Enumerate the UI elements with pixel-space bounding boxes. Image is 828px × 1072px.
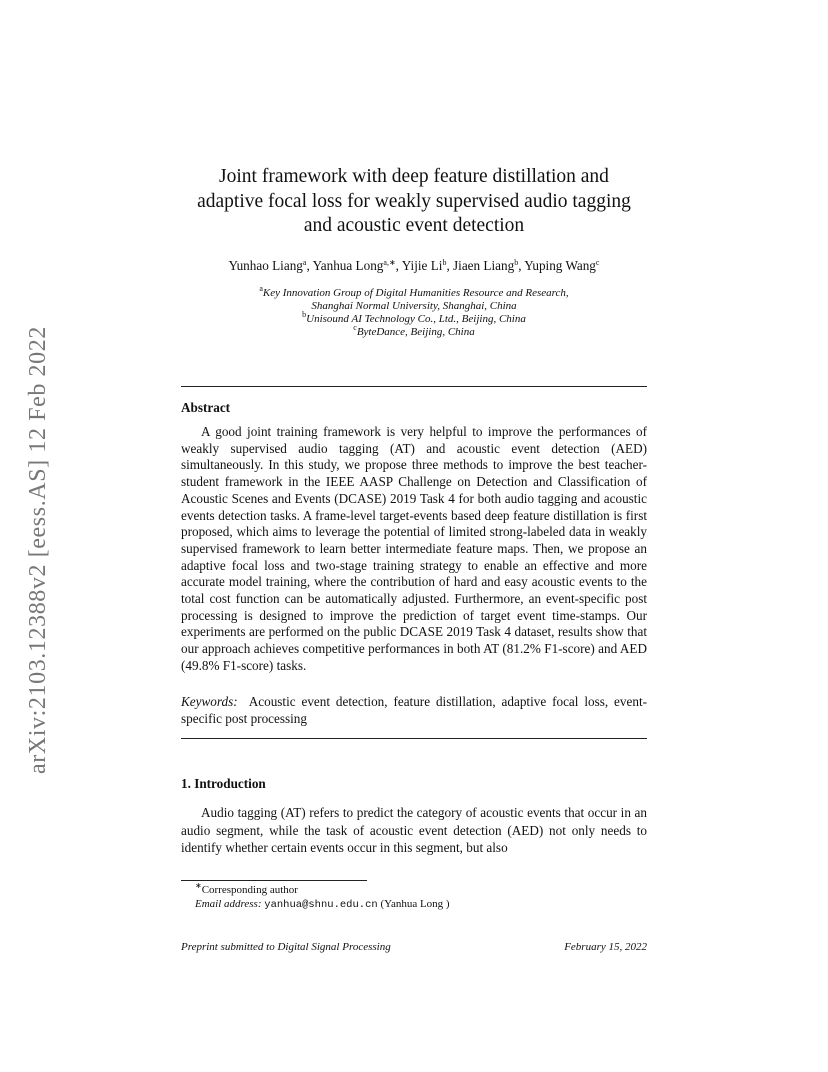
affiliations bbox=[150, 284, 678, 339]
footnote bbox=[195, 883, 450, 912]
footnote-corresponding-text: Corresponding author bbox=[201, 884, 298, 896]
title-line: adaptive focal loss for weakly supervised audio tagging bbox=[197, 190, 631, 212]
footer-date: February 15, 2022 bbox=[564, 941, 647, 953]
abstract-heading: Abstract bbox=[181, 400, 231, 415]
title-line: and acoustic event detection bbox=[303, 215, 525, 236]
affiliation-text: Unisound AI Technology Co., Ltd., Beijing, China bbox=[306, 313, 526, 325]
footnote-mark: ∗ bbox=[195, 881, 202, 890]
author-mark: a bbox=[302, 258, 307, 267]
arxiv-identifier: arXiv:2103.12388v2 [eess.AS] 12 Feb 2022 bbox=[25, 326, 51, 774]
section-heading: 1. Introduction bbox=[181, 776, 266, 791]
email-address[interactable]: yanhua@shnu.edu.cn bbox=[264, 899, 378, 911]
affiliation-line bbox=[150, 310, 678, 326]
author-name: Yunhao Liang bbox=[228, 258, 303, 273]
author-name: Jiaen Liang bbox=[453, 258, 515, 273]
affiliation-line bbox=[150, 284, 678, 300]
keywords-text: Acoustic event detection, feature distillation, adaptive focal loss, event-specific post processing bbox=[181, 694, 647, 726]
author-mark: c bbox=[595, 258, 600, 267]
paper-title bbox=[150, 165, 678, 239]
footnote-corresponding bbox=[195, 883, 450, 897]
affiliation-text: ByteDance, Beijing, China bbox=[356, 326, 475, 338]
abstract-top-rule bbox=[181, 386, 647, 387]
footer-preprint-note: Preprint submitted to Digital Signal Processing bbox=[181, 941, 391, 953]
email-label: Email address: bbox=[195, 898, 262, 910]
footnote-rule bbox=[181, 880, 367, 881]
introduction-text: Audio tagging (AT) refers to predict the category of acoustic events that occur in an audio segment, while the task of acoustic event detection (AED) not only needs to identify whether certain events occur in this segment, but also bbox=[181, 805, 647, 855]
affiliation-text: Key Innovation Group of Digital Humanities Resource and Research, bbox=[262, 287, 569, 299]
author-name: Yanhua Long bbox=[312, 258, 384, 273]
abstract-bottom-rule bbox=[181, 738, 647, 739]
keywords-label: Keywords: bbox=[181, 694, 238, 709]
abstract-text: A good joint training framework is very helpful to improve the performances of weakly supervised audio tagging (AT) and acoustic event detection (AED) simultaneously. In this study, we propose three methods to improve the best teacher-student framework in the IEEE AASP Challenge on Detection and Classification of Acoustic Scenes and Events (DCASE) 2019 Task 4 for both audio tagging and acoustic events detection tasks. A frame-level target-events based deep feature distillation is first proposed, which aims to leverage the potential of limited strong-labeled data in weakly supervised framework to learn better intermediate feature maps. Then, we propose an adaptive focal loss and two-stage training strategy to enable an effective and more accurate model training, where the contribution of hard and easy acoustic events to the total cost function can be automatically adjusted. Furthermore, an event-specific post processing is designed to improve the prediction of target event time-stamps. Our experiments are performed on the public DCASE 2019 Task 4 dataset, results show that our approach achieves competitive performances in both AT (81.2% F1-score) and AED (49.8% F1-score) tasks. bbox=[181, 424, 647, 673]
author-mark: b bbox=[442, 258, 447, 267]
affiliation-line: Shanghai Normal University, Shanghai, China bbox=[311, 300, 517, 312]
title-line: Joint framework with deep feature distillation and bbox=[219, 166, 609, 187]
author-mark: a,∗ bbox=[383, 258, 396, 267]
affiliation-mark: b bbox=[302, 310, 307, 319]
author-name: Yuping Wang bbox=[524, 258, 596, 273]
affiliation-mark: c bbox=[353, 323, 357, 332]
footnote-email bbox=[195, 897, 450, 912]
author-name: Yijie Li bbox=[401, 258, 443, 273]
author-list: Yunhao Liang$^a$, Yanhua Long$^{a,∗}$, Yijie Li$^b$, Jiaen Liang$^b$, Yuping Wang$^c$ bbox=[228, 258, 600, 273]
email-suffix: (Yanhua Long ) bbox=[377, 898, 450, 910]
affiliation-line bbox=[150, 323, 678, 339]
keywords bbox=[181, 694, 647, 727]
affiliation-mark: a bbox=[259, 284, 263, 293]
author-mark: b bbox=[514, 258, 519, 267]
